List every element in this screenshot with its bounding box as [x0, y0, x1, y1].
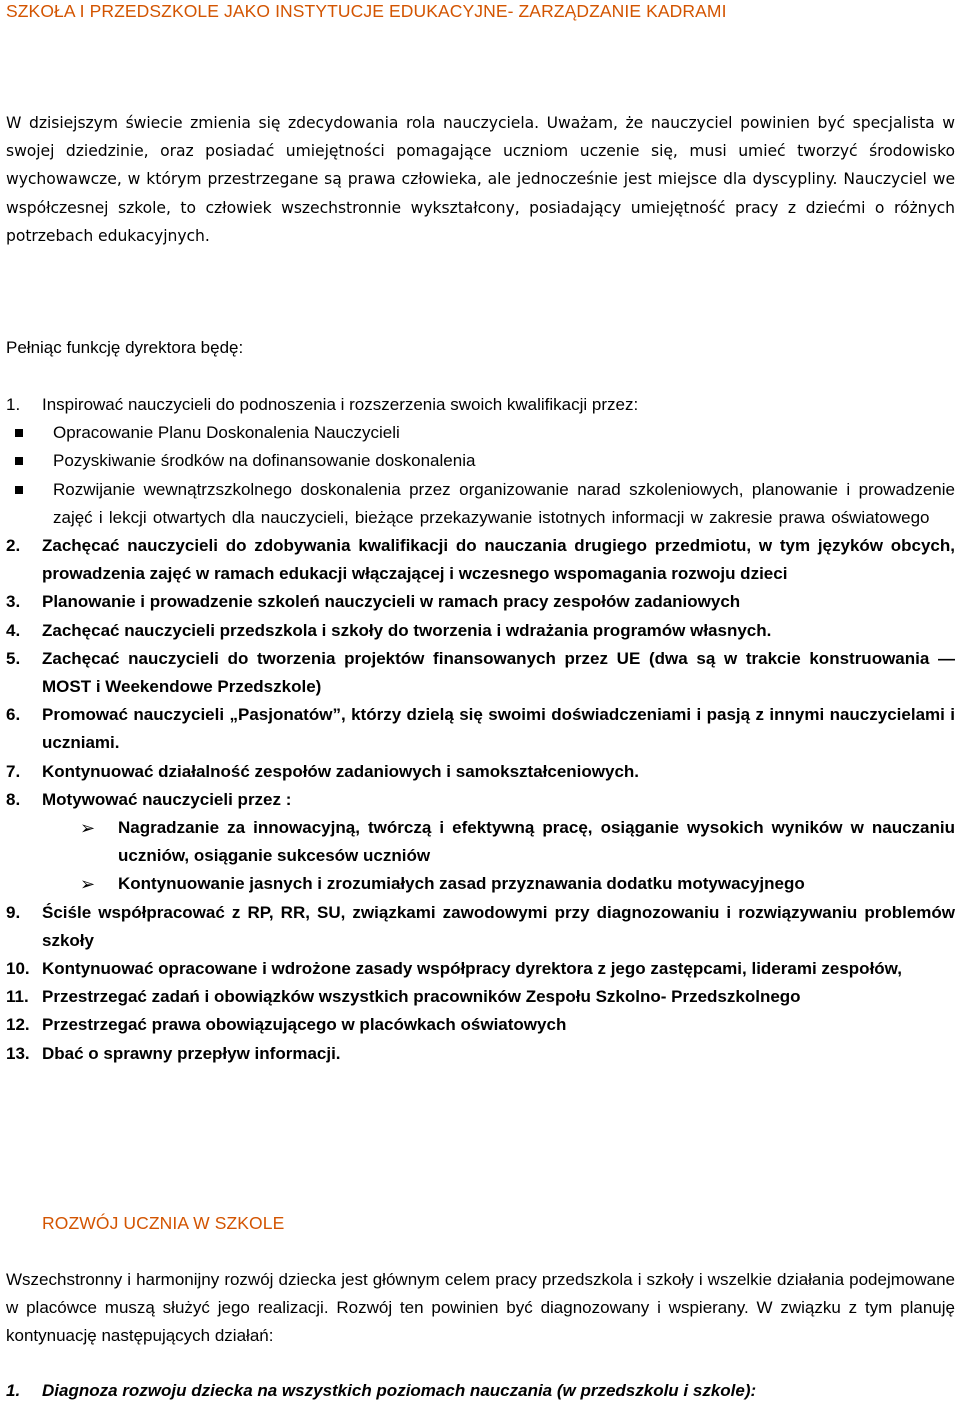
sublist-text: Rozwijanie wewnątrzszkolnego doskonalenia przez organizowanie narad szkoleniowych, planowanie i prowadzenie zajęć i lekcji otwartych dla nauczycieli, bieżące przekazywanie istotnych informacji w zakresie prawa oświatowego: [53, 479, 955, 527]
item-text: Kontynuować opracowane i wdrożone zasady współpracy dyrektora z jego zastępcami, liderami zespołów,: [42, 959, 902, 979]
item-number: 12.: [6, 1015, 30, 1035]
list-item: [6, 532, 955, 588]
sublist-item: [6, 447, 955, 475]
item-number: 11.: [6, 987, 29, 1007]
lead-sentence: Pełniąc funkcję dyrektora będę:: [6, 338, 244, 357]
item-number: 5.: [6, 648, 21, 668]
list-item: [6, 701, 955, 757]
item-number: 9.: [6, 902, 21, 922]
list-item: [6, 645, 955, 701]
item-text: Dbać o sprawny przepływ informacji.: [42, 1043, 341, 1063]
list-item: [6, 955, 955, 983]
rozwoj-paragraph: Wszechstronny i harmonijny rozwój dziecka jest głównym celem pracy przedszkola i szkoły i wszelkie działania podejmowane w placówce muszą służyć jego realizacji. Rozwój ten powinien być diagnozowany i wspierany. W związku z tym planuję kontynuację następujących działań:: [6, 1270, 955, 1346]
list-item: [6, 617, 955, 645]
item-number: 2.: [6, 536, 21, 556]
intro-paragraph: W dzisiejszym świecie zmienia się zdecydowania rola nauczyciela. Uważam, że nauczyciel powinien być specjalista w swojej dziedzinie, oraz posiadać umiejętności pomagające uczniom uczenie się, musi umieć tworzyć środowisko wychowawcze, w którym przestrzegane są prawa człowieka, ale jednocześnie jest miejsce dla dyscypliny. Nauczyciel we współczesnej szkole, to człowiek wszechstronnie wykształcony, posiadający umiejętność pracy z dziećmi o różnych potrzebach edukacyjnych.: [6, 114, 955, 245]
item-number: 8.: [6, 789, 21, 809]
square-bullet-icon: [15, 457, 23, 465]
item-text: Zachęcać nauczycieli do tworzenia projektów finansowanych przez UE (dwa są w trakcie konstruowania — MOST i Weekendowe Przedszkole): [42, 648, 955, 697]
sublist-text: Kontynuowanie jasnych i zrozumiałych zasad przyznawania dodatku motywacyjnego: [118, 874, 805, 894]
sublist-text: Opracowanie Planu Doskonalenia Nauczycieli: [53, 423, 400, 443]
list-item: [6, 1011, 955, 1039]
item-number: 6.: [6, 705, 21, 725]
item-number: 1.: [6, 395, 21, 414]
item-number: 10.: [6, 959, 30, 979]
item-text: Inspirować nauczycieli do podnoszenia i rozszerzenia swoich kwalifikacji przez:: [42, 395, 639, 414]
item-text: Zachęcać nauczycieli do zdobywania kwalifikacji do nauczania drugiego przedmiotu, w tym języków obcych, prowadzenia zajęć w ramach edukacji włączającej i wczesnego wspomagania rozwoju dzieci: [42, 536, 955, 584]
sublist-item: [6, 476, 955, 532]
item-number: 7.: [6, 761, 21, 781]
item-number: 4.: [6, 620, 21, 640]
square-bullet-icon: [15, 429, 23, 437]
section-heading-rozwoj: ROZWÓJ UCZNIA W SZKOLE: [42, 1213, 285, 1233]
sublist-text: Pozyskiwanie środków na dofinansowanie doskonalenia: [53, 451, 476, 471]
item-text: Przestrzegać zadań i obowiązków wszystkich pracowników Zespołu Szkolno- Przedszkolnego: [42, 987, 801, 1007]
list-item: [6, 1040, 955, 1068]
diagnosis-item: [6, 1379, 756, 1403]
sublist-text: Nagradzanie za innowacyjną, twórczą i efektywną pracę, osiąganie wysokich wyników w nauczaniu uczniów, osiąganie sukcesów uczniów: [118, 818, 955, 866]
item-number: 3.: [6, 592, 21, 612]
list-item: [6, 588, 955, 616]
sublist-item: [42, 814, 955, 870]
sublist-item: [42, 870, 955, 898]
item-text: Planowanie i prowadzenie szkoleń nauczycieli w ramach pracy zespołów zadaniowych: [42, 592, 741, 612]
list-item: [6, 758, 955, 786]
list-item: [6, 786, 955, 899]
list-item: [6, 899, 955, 955]
item-text: Zachęcać nauczycieli przedszkola i szkoły do tworzenia i wdrażania programów własnych.: [42, 620, 772, 640]
sublist-motivation: [42, 814, 955, 899]
item-text: Motywować nauczycieli przez :: [42, 789, 292, 809]
list-item: [6, 983, 955, 1011]
director-tasks-list: [6, 391, 955, 1068]
item-number: 1.: [6, 1381, 21, 1400]
sublist-qualifications: [42, 419, 955, 532]
item-text: Kontynuować działalność zespołów zadaniowych i samokształceniowych.: [42, 761, 640, 781]
item-text: Promować nauczycieli „Pasjonatów”, którzy dzielą się swoimi doświadczeniami i pasją z innymi nauczycielami i uczniami.: [42, 705, 955, 753]
square-bullet-icon: [15, 486, 23, 494]
item-text: Przestrzegać prawa obowiązującego w placówkach oświatowych: [42, 1015, 567, 1035]
item-number: 13.: [6, 1043, 30, 1063]
arrow-bullet-icon: ➢: [80, 818, 96, 839]
section-heading-kadry: SZKOŁA I PRZEDSZKOLE JAKO INSTYTUCJE EDUKACYJNE- ZARZĄDZANIE KADRAMI: [6, 1, 727, 21]
item-text: Diagnoza rozwoju dziecka na wszystkich poziomach nauczania (w przedszkolu i szkole):: [42, 1381, 757, 1400]
list-item: [6, 391, 955, 532]
sublist-item: [6, 419, 955, 447]
item-text: Ściśle współpracować z RP, RR, SU, związkami zawodowymi przy diagnozowaniu i rozwiązywaniu problemów szkoły: [42, 902, 955, 950]
arrow-bullet-icon: ➢: [80, 874, 96, 895]
